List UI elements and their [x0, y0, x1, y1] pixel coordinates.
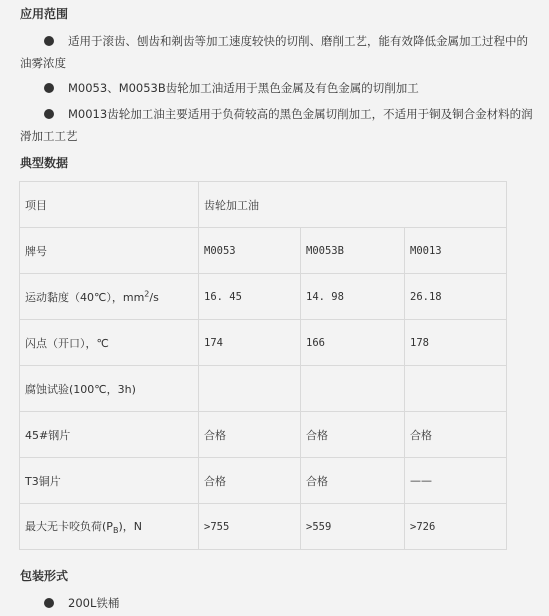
cell-value: >559: [301, 504, 405, 550]
cell-value: 14. 98: [301, 274, 405, 320]
table-row: [20, 412, 507, 458]
table-row: [20, 458, 507, 504]
application-item: [20, 30, 537, 74]
cell-value: 合格: [301, 412, 405, 458]
product-header-cell: 齿轮加工油: [199, 182, 507, 228]
cell-value: 174: [199, 320, 301, 366]
row-label-suffix: /s: [149, 290, 159, 304]
cell-value: 166: [301, 320, 405, 366]
bullet-dot-icon: [44, 83, 54, 93]
row-label-text: 最大无卡咬负荷(P: [25, 519, 113, 533]
row-label-sub: B: [112, 526, 119, 536]
packaging-item: [20, 592, 537, 614]
row-label: 腐蚀试验(100℃，3h): [20, 366, 199, 412]
table-row: [20, 366, 507, 412]
cell-value: >726: [405, 504, 507, 550]
row-label: 45#钢片: [20, 412, 199, 458]
row-label: 牌号: [20, 228, 199, 274]
typical-data-heading: 典型数据: [20, 156, 69, 170]
bullet-dot-icon: [44, 598, 54, 608]
row-label-sup: 2: [144, 288, 150, 298]
row-label: [20, 504, 199, 550]
cell-value: 16. 45: [199, 274, 301, 320]
application-heading: 应用范围: [20, 7, 69, 21]
cell-value: [405, 366, 507, 412]
cell-value: M0013: [405, 228, 507, 274]
cell-value: M0053: [199, 228, 301, 274]
cell-value: 合格: [199, 412, 301, 458]
cell-value: ——: [405, 458, 507, 504]
application-item-text: M0013齿轮加工油主要适用于负荷较高的黑色金属切削加工，不适用于铜及铜合金材料的润滑加工工艺: [20, 107, 533, 143]
application-item-text: M0053、M0053B齿轮加工油适用于黑色金属及有色金属的切削加工: [68, 81, 419, 95]
table-row: [20, 228, 507, 274]
cell-value: >755: [199, 504, 301, 550]
cell-value: 178: [405, 320, 507, 366]
table-row: [20, 320, 507, 366]
row-label: 闪点（开口），℃: [20, 320, 199, 366]
application-item: [20, 103, 537, 147]
application-item: [20, 77, 537, 99]
packaging-item-text: 200L铁桶: [68, 596, 120, 610]
cell-value: [199, 366, 301, 412]
cell-value: [301, 366, 405, 412]
row-label-text: 运动黏度（40℃），mm: [25, 290, 145, 304]
typical-data-table: [19, 181, 507, 550]
cell-value: 合格: [405, 412, 507, 458]
row-label-suffix: )，N: [118, 519, 142, 533]
row-label: [20, 274, 199, 320]
bullet-dot-icon: [44, 36, 54, 46]
table-row: [20, 182, 507, 228]
table-row: [20, 504, 507, 550]
application-item-text: 适用于滚齿、刨齿和剃齿等加工速度较快的切削、磨削工艺，能有效降低金属加工过程中的油雾浓度: [20, 34, 528, 70]
table-row: [20, 274, 507, 320]
cell-value: 26.18: [405, 274, 507, 320]
cell-value: M0053B: [301, 228, 405, 274]
bullet-dot-icon: [44, 109, 54, 119]
packaging-heading: 包装形式: [20, 569, 69, 583]
cell-value: 合格: [301, 458, 405, 504]
row-label: T3铜片: [20, 458, 199, 504]
cell-value: 合格: [199, 458, 301, 504]
item-header-cell: 项目: [20, 182, 199, 228]
